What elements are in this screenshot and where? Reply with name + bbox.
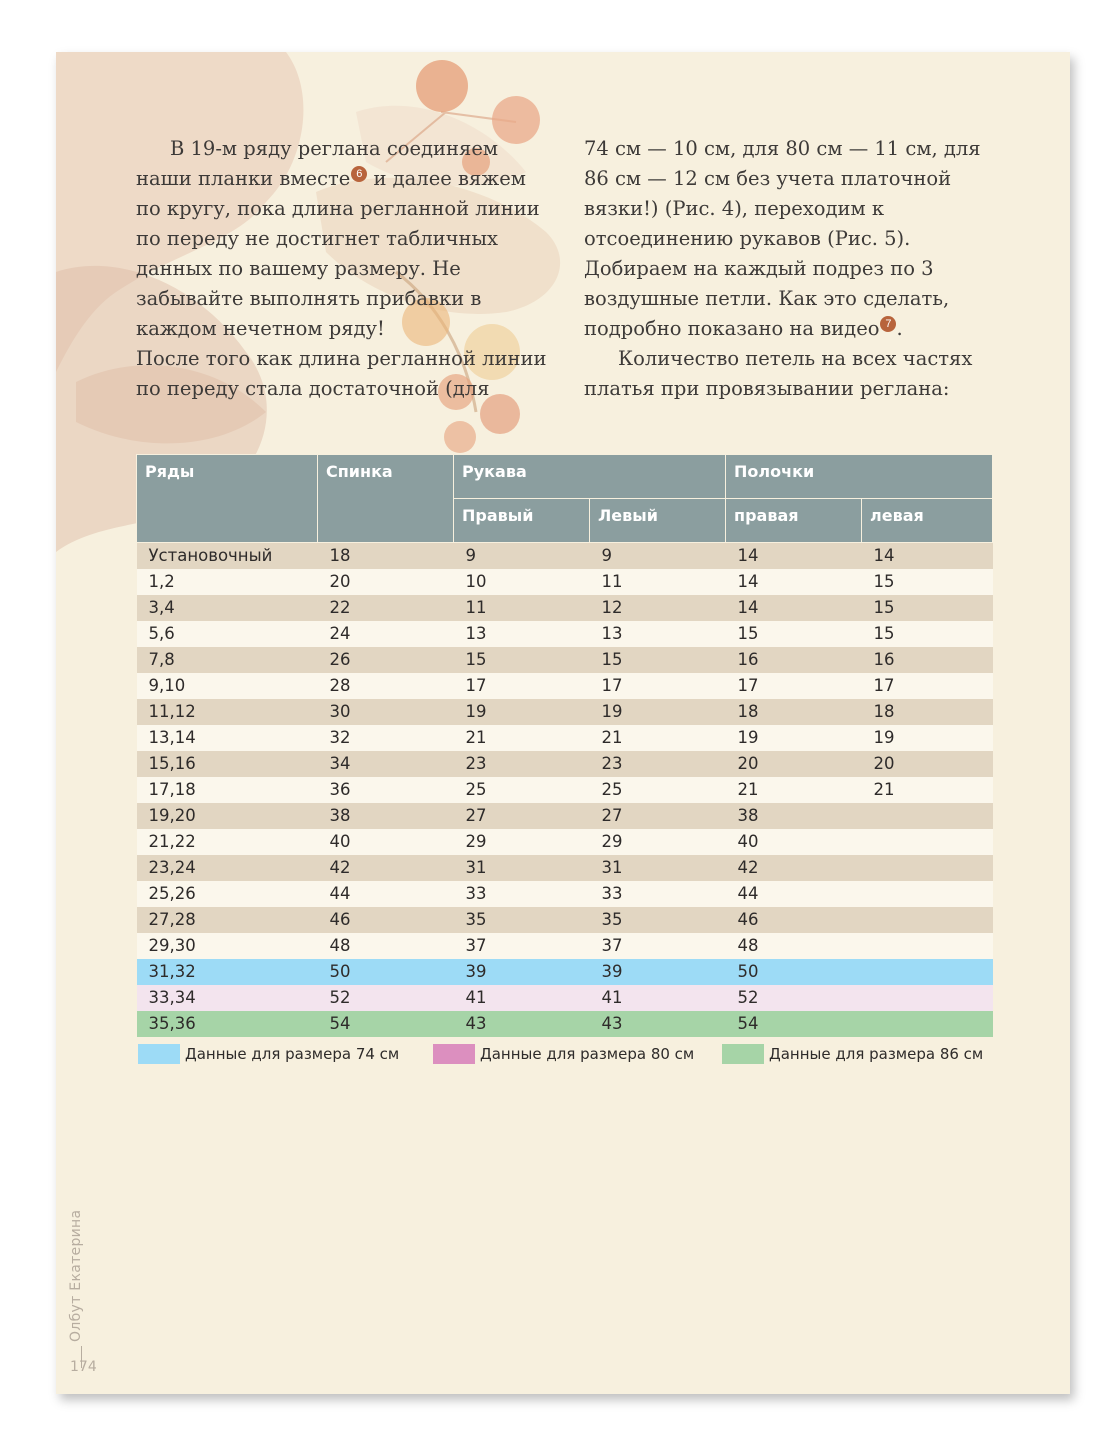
cell-back: 48 (318, 933, 454, 959)
cell-left-sleeve: 17 (590, 673, 726, 699)
stitch-count-table (136, 454, 993, 1037)
table-row (137, 803, 993, 829)
cell-left-front: 17 (862, 673, 993, 699)
cell-right-sleeve: 29 (454, 829, 590, 855)
cell-left-front (862, 1011, 993, 1037)
cell-rows: 15,16 (137, 751, 318, 777)
cell-right-front: 44 (726, 881, 862, 907)
table-body (137, 543, 993, 1038)
legend-item-74 (138, 1044, 399, 1064)
cell-left-front: 20 (862, 751, 993, 777)
cell-left-front: 14 (862, 543, 993, 570)
paragraph-right-2: Количество петель на всех частях платья при провязывании реглана: (584, 347, 973, 400)
cell-left-front: 16 (862, 647, 993, 673)
header-fronts: Полочки (726, 455, 993, 499)
cell-right-front: 17 (726, 673, 862, 699)
cell-left-front: 19 (862, 725, 993, 751)
paragraph-left-1: В 19-м ряду реглана соединяем наши планки вместе 6 и далее вяжем по кругу, пока длина регланной линии по переду не достигнет табличных данных по вашему размеру. Не забывайте выполнять прибавки в каждом нечетном ряду! (136, 137, 540, 340)
cell-left-sleeve: 29 (590, 829, 726, 855)
cell-rows: 25,26 (137, 881, 318, 907)
cell-left-front: 21 (862, 777, 993, 803)
table-row (137, 673, 993, 699)
cell-back: 38 (318, 803, 454, 829)
cell-right-sleeve: 17 (454, 673, 590, 699)
cell-right-sleeve: 41 (454, 985, 590, 1011)
cell-right-front: 14 (726, 543, 862, 570)
cell-left-sleeve: 31 (590, 855, 726, 881)
table-row (137, 595, 993, 621)
cell-left-front (862, 803, 993, 829)
cell-left-sleeve: 25 (590, 777, 726, 803)
cell-left-sleeve: 21 (590, 725, 726, 751)
cell-left-sleeve: 39 (590, 959, 726, 985)
legend-swatch-74 (138, 1044, 180, 1064)
author-name: Олбут Екатерина (68, 1209, 84, 1342)
cell-right-front: 15 (726, 621, 862, 647)
cell-left-sleeve: 27 (590, 803, 726, 829)
cell-right-front: 52 (726, 985, 862, 1011)
cell-right-sleeve: 23 (454, 751, 590, 777)
cell-back: 30 (318, 699, 454, 725)
cell-right-sleeve: 25 (454, 777, 590, 803)
cell-right-front: 18 (726, 699, 862, 725)
cell-rows: 3,4 (137, 595, 318, 621)
cell-right-front: 14 (726, 595, 862, 621)
cell-left-front: 18 (862, 699, 993, 725)
paragraph-left-2: После того как длина регланной линии по переду стала достаточной (для (136, 347, 547, 400)
cell-back: 18 (318, 543, 454, 570)
table-row (137, 881, 993, 907)
table-row (137, 1011, 993, 1037)
cell-rows: 11,12 (137, 699, 318, 725)
paragraph-right-1: 74 см — 10 см, для 80 см — 11 см, для 86 см — 12 см без учета платочной вязки!) (Рис. 4), переходим к отсоединению рукавов (Рис. 5). Добираем на каждый подрез по 3 воздушные петли. Как это сделать, подробно показано на видео 7 . (584, 137, 981, 340)
cell-rows: 29,30 (137, 933, 318, 959)
cell-left-front (862, 907, 993, 933)
cell-rows: 27,28 (137, 907, 318, 933)
cell-left-front (862, 985, 993, 1011)
cell-left-front (862, 829, 993, 855)
cell-back: 54 (318, 1011, 454, 1037)
table-row (137, 777, 993, 803)
header-rows: Ряды (137, 455, 318, 543)
cell-right-sleeve: 15 (454, 647, 590, 673)
cell-left-front: 15 (862, 621, 993, 647)
cell-right-sleeve: 13 (454, 621, 590, 647)
cell-left-sleeve: 15 (590, 647, 726, 673)
cell-rows: 35,36 (137, 1011, 318, 1037)
cell-rows: Установочный (137, 543, 318, 570)
cell-back: 26 (318, 647, 454, 673)
table-row (137, 725, 993, 751)
legend-label-86: Данные для размера 86 см (769, 1045, 984, 1063)
cell-rows: 17,18 (137, 777, 318, 803)
cell-back: 24 (318, 621, 454, 647)
legend-item-80 (433, 1044, 694, 1064)
cell-back: 20 (318, 569, 454, 595)
book-page (56, 52, 1070, 1394)
header-left-front: левая (862, 499, 993, 543)
cell-right-front: 20 (726, 751, 862, 777)
cell-left-sleeve: 23 (590, 751, 726, 777)
cell-back: 28 (318, 673, 454, 699)
cell-back: 44 (318, 881, 454, 907)
cell-left-sleeve: 35 (590, 907, 726, 933)
cell-back: 34 (318, 751, 454, 777)
cell-right-front: 16 (726, 647, 862, 673)
header-sleeves: Рукава (454, 455, 726, 499)
legend-swatch-80 (433, 1044, 475, 1064)
table-row (137, 959, 993, 985)
cell-back: 22 (318, 595, 454, 621)
cell-right-front: 46 (726, 907, 862, 933)
video-ref-7-icon[interactable]: 7 (880, 316, 896, 332)
cell-right-front: 50 (726, 959, 862, 985)
header-right-front: правая (726, 499, 862, 543)
cell-right-front: 19 (726, 725, 862, 751)
table-row (137, 751, 993, 777)
header-left-sleeve: Левый (590, 499, 726, 543)
cell-left-sleeve: 13 (590, 621, 726, 647)
table-row (137, 569, 993, 595)
cell-right-sleeve: 43 (454, 1011, 590, 1037)
page-number: 174 (70, 1359, 97, 1375)
cell-right-sleeve: 39 (454, 959, 590, 985)
cell-right-front: 40 (726, 829, 862, 855)
table-row (137, 855, 993, 881)
cell-right-front: 38 (726, 803, 862, 829)
cell-right-sleeve: 21 (454, 725, 590, 751)
cell-right-front: 48 (726, 933, 862, 959)
cell-left-sleeve: 43 (590, 1011, 726, 1037)
cell-right-sleeve: 31 (454, 855, 590, 881)
table-row (137, 699, 993, 725)
cell-left-sleeve: 33 (590, 881, 726, 907)
cell-left-sleeve: 12 (590, 595, 726, 621)
table-row (137, 543, 993, 570)
cell-right-front: 14 (726, 569, 862, 595)
cell-rows: 13,14 (137, 725, 318, 751)
cell-back: 46 (318, 907, 454, 933)
table-row (137, 985, 993, 1011)
table-row (137, 907, 993, 933)
text-column-right (584, 134, 984, 404)
legend-label-80: Данные для размера 80 см (480, 1045, 695, 1063)
cell-left-front: 15 (862, 569, 993, 595)
legend-label-74: Данные для размера 74 см (185, 1045, 400, 1063)
header-right-sleeve: Правый (454, 499, 590, 543)
cell-rows: 9,10 (137, 673, 318, 699)
cell-left-sleeve: 19 (590, 699, 726, 725)
video-ref-6-icon[interactable]: 6 (351, 166, 367, 182)
size-legend (138, 1044, 998, 1068)
cell-left-front (862, 855, 993, 881)
table-row (137, 829, 993, 855)
cell-left-sleeve: 11 (590, 569, 726, 595)
cell-back: 40 (318, 829, 454, 855)
legend-item-86 (722, 1044, 983, 1064)
cell-left-front (862, 881, 993, 907)
cell-right-sleeve: 19 (454, 699, 590, 725)
cell-right-sleeve: 27 (454, 803, 590, 829)
cell-right-sleeve: 11 (454, 595, 590, 621)
cell-back: 52 (318, 985, 454, 1011)
text-column-left (136, 134, 548, 404)
cell-right-sleeve: 35 (454, 907, 590, 933)
cell-left-sleeve: 9 (590, 543, 726, 570)
cell-rows: 5,6 (137, 621, 318, 647)
cell-left-front (862, 959, 993, 985)
table-row (137, 621, 993, 647)
cell-right-sleeve: 10 (454, 569, 590, 595)
cell-back: 42 (318, 855, 454, 881)
cell-rows: 1,2 (137, 569, 318, 595)
cell-right-front: 54 (726, 1011, 862, 1037)
table-row (137, 933, 993, 959)
cell-back: 50 (318, 959, 454, 985)
cell-rows: 33,34 (137, 985, 318, 1011)
cell-rows: 19,20 (137, 803, 318, 829)
cell-left-front: 15 (862, 595, 993, 621)
cell-rows: 23,24 (137, 855, 318, 881)
cell-left-sleeve: 41 (590, 985, 726, 1011)
cell-right-sleeve: 33 (454, 881, 590, 907)
cell-right-front: 42 (726, 855, 862, 881)
table-row (137, 647, 993, 673)
legend-swatch-86 (722, 1044, 764, 1064)
cell-left-front (862, 933, 993, 959)
cell-back: 32 (318, 725, 454, 751)
cell-right-sleeve: 9 (454, 543, 590, 570)
cell-rows: 31,32 (137, 959, 318, 985)
cell-rows: 7,8 (137, 647, 318, 673)
cell-right-sleeve: 37 (454, 933, 590, 959)
cell-back: 36 (318, 777, 454, 803)
cell-left-sleeve: 37 (590, 933, 726, 959)
cell-rows: 21,22 (137, 829, 318, 855)
cell-right-front: 21 (726, 777, 862, 803)
header-back: Спинка (318, 455, 454, 543)
